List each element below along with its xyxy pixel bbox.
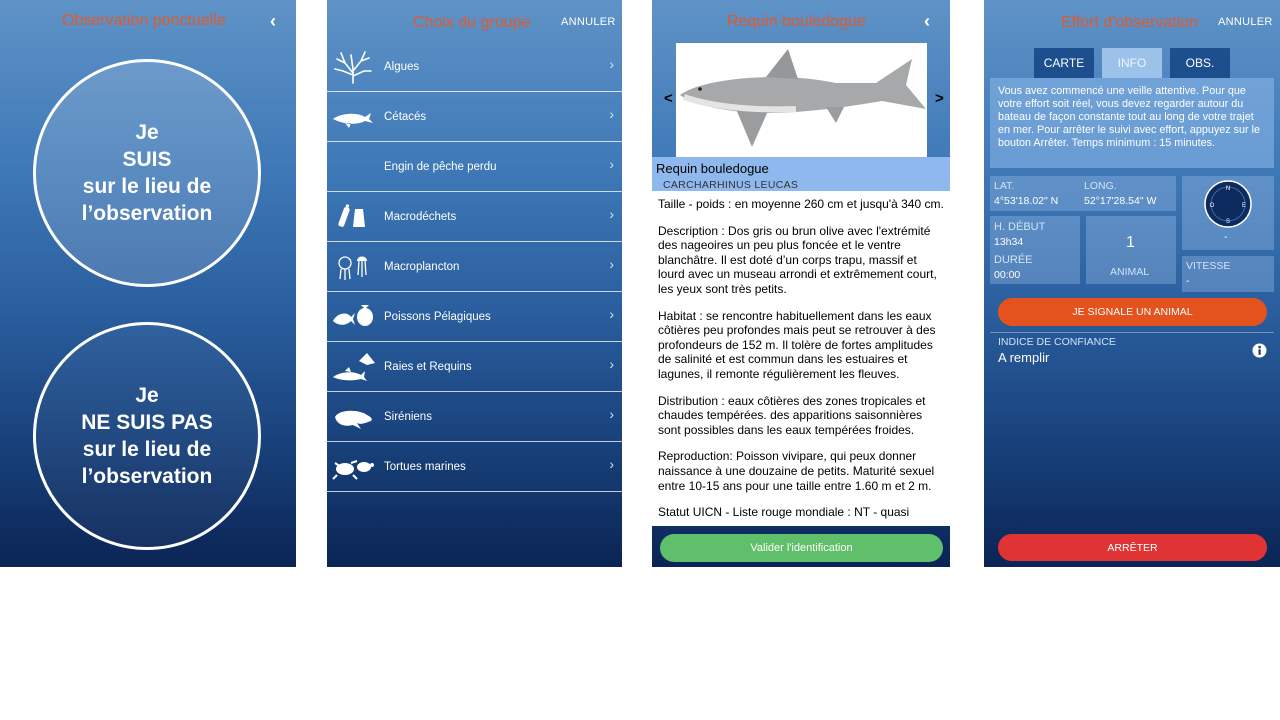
description-paragraph: Distribution : eaux côtières des zones tropicales et chaudes tempérées. des apparitions saisonnières sont possibles dans les eaux tempérées froides.: [658, 393, 926, 437]
compass-panel: [1182, 176, 1274, 250]
group-label: Raies et Requins: [384, 361, 472, 373]
cancel-button[interactable]: ANNULER: [561, 16, 616, 28]
stop-button[interactable]: ARRÊTER: [998, 534, 1267, 561]
description-paragraph: Habitat : se rencontre habituellement dans les eaux côtières peu profondes mais peut se retrouver à des profondeurs de 152 m. Il tolère de fortes amplitudes de salinité et est commun dans les estuaires et lagunes, il remonte régulièrement les fleuves.: [658, 308, 936, 381]
compass-icon: [1204, 180, 1252, 228]
screen-choix-groupe: [327, 0, 622, 567]
seaweed-icon: [331, 49, 375, 85]
hdebut-value: 13h34: [994, 236, 1024, 248]
bottle-icon: [331, 199, 375, 235]
position-panel: [990, 176, 1176, 211]
tab-carte[interactable]: CARTE: [1034, 48, 1094, 78]
chevron-left-icon[interactable]: ‹: [270, 11, 276, 31]
svg-text:S: S: [1225, 219, 1231, 225]
animal-count: 1: [1126, 234, 1135, 251]
shark-illustration: [676, 43, 927, 157]
species-latin-name: CARCHARHINUS LEUCAS: [663, 179, 799, 191]
screen-species-detail: [652, 0, 950, 567]
description-paragraph: Taille - poids : en moyenne 260 cm et jusqu'à 340 cm.: [658, 197, 944, 211]
info-icon[interactable]: [1252, 343, 1267, 358]
group-label: Poissons Pélagiques: [384, 311, 491, 323]
speed-panel: [1182, 256, 1274, 292]
whale-icon: [331, 99, 375, 135]
long-value: 52°17'28.54" W: [1084, 195, 1157, 207]
divider: [990, 332, 1274, 333]
lat-value: 4°53'18.02" N: [994, 195, 1059, 207]
group-label: Siréniens: [384, 411, 432, 423]
group-item-sireniens[interactable]: [327, 393, 622, 442]
group-item-macroplancton[interactable]: [327, 243, 622, 292]
tab-obs[interactable]: OBS.: [1170, 48, 1230, 78]
chevron-right-icon: ›: [609, 56, 614, 72]
tab-info[interactable]: INFO: [1102, 48, 1162, 78]
svg-text:E: E: [1241, 203, 1247, 209]
next-image-button[interactable]: >: [935, 90, 944, 107]
page-title: Observation ponctuelle: [62, 12, 226, 29]
chevron-right-icon: ›: [609, 456, 614, 472]
group-label: Cétacés: [384, 111, 427, 123]
on-site-line-1: Je: [135, 121, 159, 144]
vitesse-value: -: [1186, 275, 1190, 287]
confidence-label: INDICE DE CONFIANCE: [998, 336, 1116, 348]
not-on-site-line-4: l’observation: [81, 465, 213, 488]
group-item-poissons-pelagiques[interactable]: [327, 293, 622, 342]
chevron-left-icon[interactable]: ‹: [924, 11, 930, 31]
manatee-icon: [331, 399, 375, 435]
report-animal-button[interactable]: JE SIGNALE UN ANIMAL: [998, 298, 1267, 326]
fish-icon: [331, 299, 375, 335]
not-on-site-line-3: sur le lieu de: [82, 438, 212, 461]
species-name: Requin bouledogue: [656, 161, 769, 176]
jellyfish-icon: [331, 249, 375, 285]
on-site-button[interactable]: [33, 59, 261, 287]
on-site-line-3: sur le lieu de: [82, 175, 212, 198]
on-site-line-4: l’observation: [81, 202, 213, 225]
svg-text:N: N: [1225, 186, 1231, 192]
not-on-site-line-1: Je: [135, 384, 159, 407]
compass-value: -: [1224, 231, 1228, 243]
turtle-icon: [331, 449, 375, 485]
not-on-site-button[interactable]: [33, 322, 261, 550]
page-title: Effort d'observation: [1061, 14, 1199, 31]
chevron-right-icon: ›: [609, 156, 614, 172]
description-paragraph: Description : Dos gris ou brun olive avec l'extrémité des nageoires un peu plus foncée et le ventre blanchâtre. Il est doté d’un corps trapu, massif et lourd avec un museau arrondi et extrêmement court, les yeux sont très petits.: [658, 223, 937, 296]
chevron-right-icon: ›: [609, 356, 614, 372]
chevron-right-icon: ›: [609, 256, 614, 272]
cancel-button[interactable]: ANNULER: [1218, 16, 1273, 28]
info-message: Vous avez commencé une veille attentive. Pour que votre effort soit réel, vous devez regarder autour du bateau de façon constante tout au long de votre trajet en mer. Pour arrêter le suivi avec effort, appuyez sur le bouton Arrêter. Temps minimum : 15 minutes.: [990, 78, 1274, 168]
validate-identification-button[interactable]: Valider l'identification: [660, 534, 943, 562]
species-image: [676, 43, 927, 157]
group-item-raies-requins[interactable]: [327, 343, 622, 392]
svg-text:O: O: [1209, 203, 1215, 209]
group-label: Tortues marines: [384, 461, 466, 473]
screen-effort-observation: [984, 0, 1280, 567]
lat-label: LAT.: [994, 180, 1015, 192]
group-label: Algues: [384, 61, 420, 73]
group-label: Engin de pêche perdu: [384, 161, 497, 173]
group-item-engin-peche[interactable]: [327, 143, 622, 192]
previous-image-button[interactable]: <: [664, 90, 673, 107]
screen-observation-ponctuelle: [0, 0, 296, 567]
long-label: LONG.: [1084, 180, 1117, 192]
page-title: Requin bouledogue: [727, 13, 866, 30]
animal-label: ANIMAL: [1110, 266, 1150, 278]
time-panel: [990, 216, 1080, 284]
chevron-right-icon: ›: [609, 306, 614, 322]
group-label: Macroplancton: [384, 261, 460, 273]
ray-shark-icon: [331, 349, 375, 385]
group-item-cetaces[interactable]: [327, 93, 622, 142]
group-item-algues[interactable]: [327, 43, 622, 92]
duree-value: 00:00: [994, 269, 1021, 281]
group-item-tortues-marines[interactable]: [327, 443, 622, 492]
description-paragraph: Statut UICN - Liste rouge mondiale : NT - quasi: [658, 505, 910, 520]
chevron-right-icon: ›: [609, 106, 614, 122]
duree-label: DURÉE: [994, 254, 1033, 266]
not-on-site-line-2: NE SUIS PAS: [81, 411, 213, 434]
description-paragraph: Reproduction: Poisson vivipare, qui peux donner naissance à une douzaine de petits. Maturité sexuel entre 10-15 ans pour une taille entre 1.60 m et 2 m.: [658, 449, 935, 493]
page-title: Choix du groupe: [413, 14, 531, 31]
group-label: Macrodéchets: [384, 211, 457, 223]
hdebut-label: H. DÉBUT: [994, 221, 1046, 233]
vitesse-label: VITESSE: [1186, 260, 1231, 272]
confidence-value[interactable]: A remplir: [998, 350, 1050, 365]
chevron-right-icon: ›: [609, 206, 614, 222]
group-item-macrodechets[interactable]: [327, 193, 622, 242]
species-description[interactable]: [652, 191, 950, 526]
on-site-line-2: SUIS: [122, 148, 172, 171]
chevron-right-icon: ›: [609, 406, 614, 422]
animal-count-panel: [1086, 216, 1176, 284]
